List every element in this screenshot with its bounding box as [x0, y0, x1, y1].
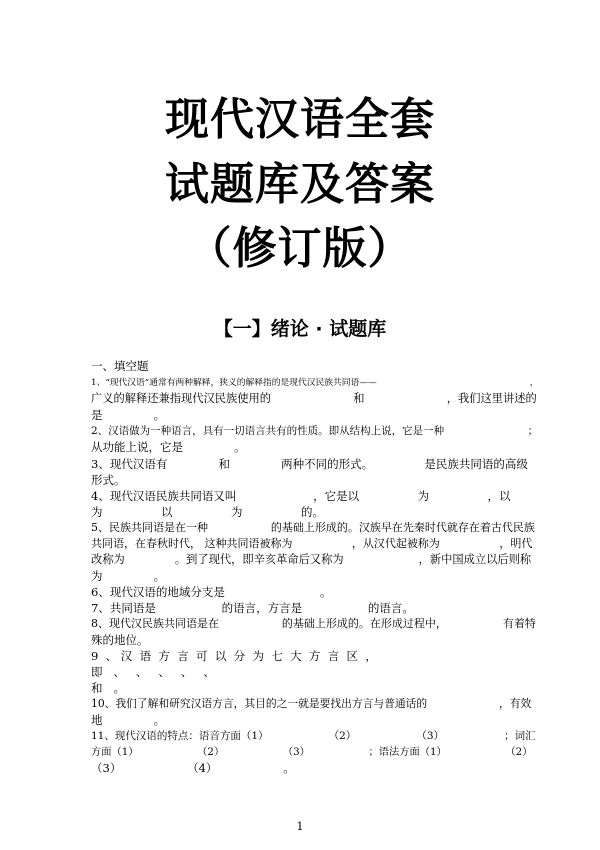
question-line: 殊的地位。	[91, 633, 149, 647]
document-title-line-1: 现代汉语全套	[165, 94, 435, 145]
document-title-line-2: 试题库及答案	[165, 159, 435, 210]
question-line: 3、现代汉语有 和 两种不同的形式。 是民族共同语的高级	[91, 457, 528, 471]
question-line: 即 、 、 、 、 、	[91, 665, 215, 679]
question-line: 从功能上说，它是 。	[91, 440, 246, 454]
question-line: 2、汉语做为一种语言，具有一切语言共有的性质。即从结构上说，它是一种 ；	[91, 425, 539, 437]
section-heading: 【一】绪论 · 试题库	[213, 318, 387, 340]
question-line: 8、现代汉民族共同语是在 的基础上形成的。在形成过程中， 有着特	[91, 617, 536, 630]
question-line: 改称为 。到了现代，即辛亥革命后又称为 ，新中国成立以后则称	[91, 553, 532, 566]
question-line: 10、我们了解和研究汉语方言，其目的之一就是要找出方言与普通话的 ，有效	[91, 697, 532, 710]
question-line: 共同语，在春秋时代， 这种共同语被称为 ，从汉代起被称为 ，明代	[91, 537, 533, 550]
question-line: 为 以 为 的。	[91, 505, 324, 519]
question-line: 和 。	[91, 681, 125, 695]
question-line: 为 。	[91, 569, 166, 583]
document-title-line-3: （修订版）	[187, 223, 413, 274]
question-line: （3） （4） 。	[91, 761, 295, 775]
part-label: 一、填空题	[91, 359, 149, 373]
question-line: 7、共同语是 的语言，方言是 的语言。	[91, 601, 414, 615]
question-line: 地 。	[91, 713, 166, 727]
question-line: 1、“现代汉语”通常有两种解释，狭义的解释指的是现代汉民族共同语—— ，	[91, 378, 539, 388]
question-line: 9 、 汉 语 方 言 可 以 分 为 七 大 方 言 区 ，	[91, 649, 377, 663]
question-line: 11、现代汉语的特点：语音方面（1） （2） （3） ；词汇	[91, 730, 536, 742]
question-line: 5、民族共同语是在一种 的基础上形成的。汉族早在先秦时代就存在着古代民族	[91, 521, 535, 534]
question-line: 6、现代汉语的地域分支是 。	[91, 585, 332, 599]
question-line: 形式。	[91, 473, 126, 487]
question-line: 广义的解释还兼指现代汉民族使用的 和 ，我们这里讲述的	[91, 392, 537, 405]
question-line: 方面（1） （2） （3） ；语法方面（1） （2）	[91, 746, 533, 758]
question-line: 是 。	[91, 408, 166, 422]
page-number: 1	[296, 820, 304, 833]
question-line: 4、现代汉语民族共同语又叫 ，它是以 为 ，以	[91, 489, 511, 503]
